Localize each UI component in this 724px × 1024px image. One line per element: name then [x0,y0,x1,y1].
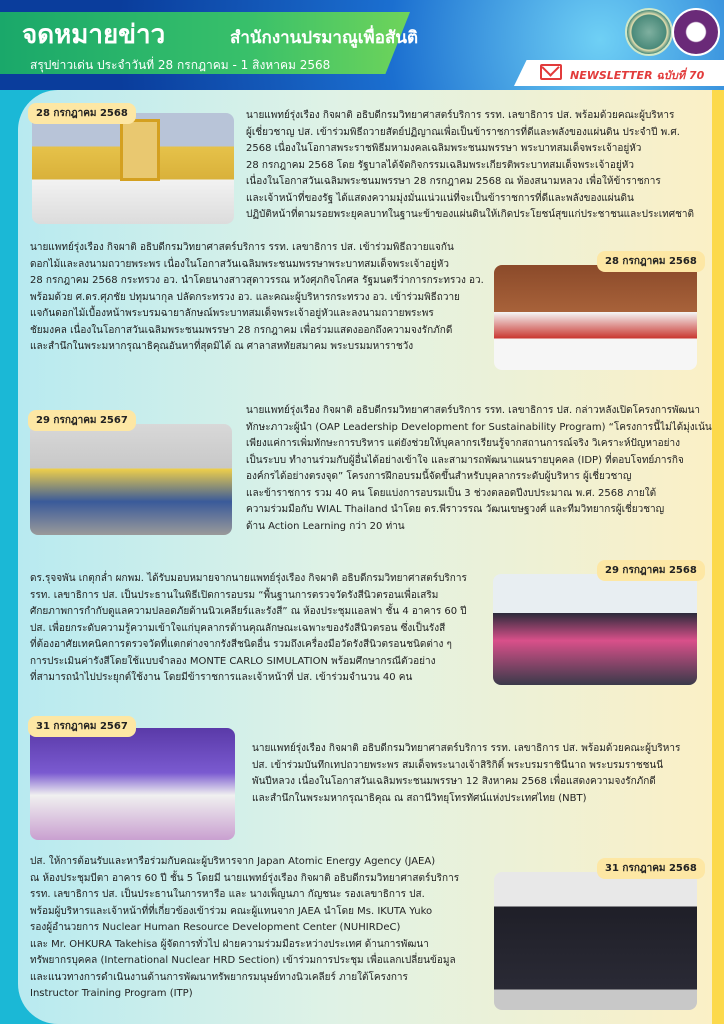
news-text-line: เนื่องในโอกาสวันเฉลิมพระชนมพรรษา 28 กรกฎาคม 2568 ณ ท้องสนามหลวง เพื่อให้ข้าราชการ [246,176,661,187]
news-date-badge: 31 กรกฎาคม 2567 [28,716,136,737]
news-text-line: ดอกไม้และลงนามถวายพระพร เนื่องในโอกาสวันเฉลิมพระชนมพรรษาพระบาทสมเด็จพระเจ้าอยู่หัว [30,258,449,270]
ministry-seal-logo [672,8,720,56]
news-text-line: 28 กรกฎาคม 2568 โดย รัฐบาลได้จัดกิจกรรมเฉลิมพระเกียรติพระบาทสมเด็จพระเจ้าอยู่หัว [246,159,634,171]
oap-seal-logo [625,8,673,56]
news-text-line: การประเมินค่ารังสีโดยใช้แบบจำลอง MONTE CARLO SIMULATION พร้อมศึกษากรณีตัวอย่าง [30,655,436,667]
news-text-line: นายแพทย์รุ่งเรือง กิจผาติ อธิบดีกรมวิทยาศาสตร์บริการ รรท. เลขาธิการ ปส. เข้าร่วมพิธีถวายแจกัน [30,242,454,253]
news-text-line: ทรัพยากรบุคคล (International Nuclear HRD Section) เข้าร่วมการประชุม เพื่อแลกเปลี่ยนข้อมูล [30,955,456,966]
news-text-line: นายแพทย์รุ่งเรือง กิจผาติ อธิบดีกรมวิทยาศาสตร์บริการ รรท. เลขาธิการ ปส. พร้อมด้วยคณะผู้บริหาร [252,743,681,754]
news-text-line: 28 กรกฎาคม 2568 กระทรวง อว. นำโดยนางสาวสุดาวรรณ หวังศุภกิจโกศล รัฐมนตรีว่าการกระทรวง อว. [30,275,484,286]
news-text-line: ชัยมงคล เนื่องในโอกาสวันเฉลิมพระชนมพรรษา 28 กรกฎาคม เพื่อร่วมแสดงออกถึงความจงรักภักดี [30,324,453,336]
news-text-2 [30,240,484,356]
royal-portrait [120,119,160,181]
news-text-line: ศักยภาพการกำกับดูแลความปลอดภัยด้านนิวเคลียร์และรังสี” ณ ห้องประชุมแอลฟา ชั้น 4 อาคาร 60 ปี [30,606,467,617]
organization-name: สำนักงานปรมาณูเพื่อสันติ [230,28,419,48]
news-text-line: แจกันดอกไม้เบื้องหน้าพระบรมฉายาลักษณ์พระบาทสมเด็จพระเจ้าอยู่หัวและลงนามถวายพระพร [30,308,434,319]
news-text-line: และสำนึกในพระมหากรุณาธิคุณอันหาที่สุดมิได้ ณ ศาลาสหทัยสมาคม พระบรมมหาราชวัง [30,341,414,352]
news-text-line: ด้าน Action Learning กว่า 20 ท่าน [246,520,405,532]
right-border-strip [712,90,724,1024]
news-text-line: ปส. เพื่อยกระดับความรู้ความเข้าใจแก่บุคลากรด้านคุณลักษณะเฉพาะของรังสีนิวตรอน ซึ่งเป็นรังสี [30,622,446,634]
news-text-line: Instructor Training Program (ITP) [30,988,193,999]
news-text-line: และเจ้าหน้าที่ของรัฐ ได้แสดงความมุ่งมั่นแน่วแน่ที่จะเป็นข้าราชการที่ดีและพลังของแผ่นดิน [246,192,634,204]
news-photo-oath-ceremony [32,113,234,224]
mail-icon [540,64,562,80]
news-photo-jaea-meeting [494,872,697,1010]
newsletter-issue-label: NEWSLETTER ฉบับที่ 70 [570,69,705,82]
news-text-line: พร้อมด้วย ศ.ดร.ศุภชัย ปทุมนากุล ปลัดกระทรวง อว. และคณะผู้บริหารกระทรวง อว. เข้าร่วมพิธีถวาย [30,291,460,303]
news-date-badge: 29 กรกฎาคม 2567 [28,410,136,431]
news-text-5 [252,741,680,807]
news-text-line: พร้อมผู้บริหารและเจ้าหน้าที่ที่เกี่ยวข้องเข้าร่วม คณะผู้แทนจาก JAEA นำโดย Ms. IKUTA Yuko [30,905,433,917]
news-text-line: รองผู้อำนวยการ Nuclear Human Resource Development Center (NUHIRDeC) [30,922,401,933]
news-text-line: และข้าราชการ รวม 40 คน โดยแบ่งการอบรมเป็น 3 ช่วงตลอดปีงบประมาณ พ.ศ. 2568 ภายใต้ [246,487,657,499]
news-text-line: นายแพทย์รุ่งเรือง กิจผาติ อธิบดีกรมวิทยาศาสตร์บริการ รรท. เลขาธิการ ปส. กล่าวหลังเปิดโครงการพัฒนา [246,405,701,416]
news-text-line: และแนวทางการดำเนินงานด้านการพัฒนาทรัพยากรมนุษย์ทางนิวเคลียร์ ภายใต้โครงการ [30,971,408,983]
newsletter-title: จดหมายข่าว [22,20,166,50]
news-date-badge: 29 กรกฎาคม 2568 [597,560,705,581]
news-text-line: ที่สามารถนำไปประยุกต์ใช้งาน โดยมีข้าราชการและเจ้าหน้าที่ ปส. เข้าร่วมจำนวน 40 คน [30,672,413,683]
news-text-line: ความร่วมมือกับ WIAL Thailand นำโดย ดร.พีราวรรณ วัฒนเขษฐวงศ์ และทีมวิทยากรผู้เชี่ยวชาญ [246,504,665,515]
news-text-line: 2568 เนื่องในโอกาสพระราชพิธีมหามงคลเฉลิมพระชนมพรรษา พระบาทสมเด็จพระเจ้าอยู่หัว [246,143,642,154]
news-text-line: ณ ห้องประชุมบีตา อาคาร 60 ปี ชั้น 5 โดยมี นายแพทย์รุ่งเรือง กิจผาติ อธิบดีกรมวิทยาศาสตร์บริการ [30,872,460,884]
news-text-line: ที่ต้องอาศัยเทคนิคการตรวจวัดที่แตกต่างจากรังสีชนิดอื่น รวมถึงเครื่องมือวัดรังสีนิวตรอนชนิดต่าง ๆ [30,639,452,650]
news-photo-neutron-training [493,574,697,685]
news-text-line: ปฏิบัติหน้าที่ตามรอยพระยุคลบาทในฐานะข้าของแผ่นดินให้เกิดประโยชน์สุขแก่ประชาชนและประเทศชาติ [246,209,694,220]
news-date-badge: 28 กรกฎาคม 2568 [28,103,136,124]
news-photo-signing [494,265,697,370]
news-text-line: นายแพทย์รุ่งเรือง กิจผาติ อธิบดีกรมวิทยาศาสตร์บริการ รรท. เลขาธิการ ปส. พร้อมด้วยคณะผู้บริหาร [246,110,675,121]
news-text-line: องค์กรได้อย่างตรงจุด” โครงการฝึกอบรมนี้จัดขึ้นสำหรับบุคลากรระดับผู้บริหาร ผู้เชี่ยวชาญ [246,471,632,482]
news-text-line: ผู้เชี่ยวชาญ ปส. เข้าร่วมพิธีถวายสัตย์ปฏิญาณเพื่อเป็นข้าราชการที่ดีและพลังของแผ่นดิน ประจำปี พ.ศ. [246,126,680,138]
news-text-line: รรท. เลขาธิการ ปส. เป็นประธานในพิธีเปิดการอบรม “พื้นฐานการตรวจวัดรังสีนิวตรอนเพื่อเสริม [30,589,439,601]
summary-date-range: สรุปข่าวเด่น ประจำวันที่ 28 กรกฎาคม - 1 สิงหาคม 2568 [30,58,331,72]
news-text-line: ดร.รุจจพัน เกตุกล่ำ ผกพม. ได้รับมอบหมายจากนายแพทย์รุ่งเรือง กิจผาติ อธิบดีกรมวิทยาศาสตร์บริการ [30,573,467,584]
news-text-line: เพียงแค่การเพิ่มทักษะการบริหาร แต่ยังช่วยให้บุคลากรเรียนรู้จากสถานการณ์จริง วิเคราะห์ปัญหาอย่าง [246,438,680,449]
news-photo-leadership-program [30,424,232,535]
news-photo-nbt-recording [30,728,235,840]
news-text-line: ปส. เข้าร่วมบันทึกเทปถวายพระพร สมเด็จพระนางเจ้าสิริกิติ์ พระบรมราชินีนาถ พระบรมราชชนนี [252,759,664,771]
news-text-line: และสำนึกในพระมหากรุณาธิคุณ ณ สถานีวิทยุโทรทัศน์แห่งประเทศไทย (NBT) [252,792,587,804]
news-date-badge: 31 กรกฎาคม 2568 [597,858,705,879]
news-text-line: รรท. เลขาธิการ ปส. เป็นประธานในการหารือ และ นางเพ็ญนภา กัญชนะ รองเลขาธิการ ปส. [30,889,425,900]
header-banner [0,0,724,90]
news-text-1 [246,108,694,224]
news-text-line: พันปีหลวง เนื่องในโอกาสวันเฉลิมพระชนมพรรษา 12 สิงหาคม 2568 เพื่อแสดงความจงรักภักดี [252,776,656,787]
news-text-3 [246,403,712,535]
news-date-badge: 28 กรกฎาคม 2568 [597,251,705,272]
news-text-line: ทักษะภาวะผู้นำ (OAP Leadership Development for Sustainability Program) “โครงการนี้ไม่ได้มุ่งเน้น [246,421,712,433]
news-text-line: ปส. ให้การต้อนรับและหารือร่วมกับคณะผู้บริหารจาก Japan Atomic Energy Agency (JAEA) [30,856,436,867]
news-text-6 [30,854,459,1003]
news-text-4 [30,571,467,687]
news-text-line: และ Mr. OHKURA Takehisa ผู้จัดการทั่วไป ฝ่ายความร่วมมือระหว่างประเทศ ด้านการพัฒนา [30,938,429,950]
news-text-line: เป็นระบบ ทำงานร่วมกับผู้อื่นได้อย่างเข้าใจ และสามารถพัฒนาแผนรายบุคคล (IDP) ที่ตอบโจทย์ภารกิจ [246,454,684,466]
